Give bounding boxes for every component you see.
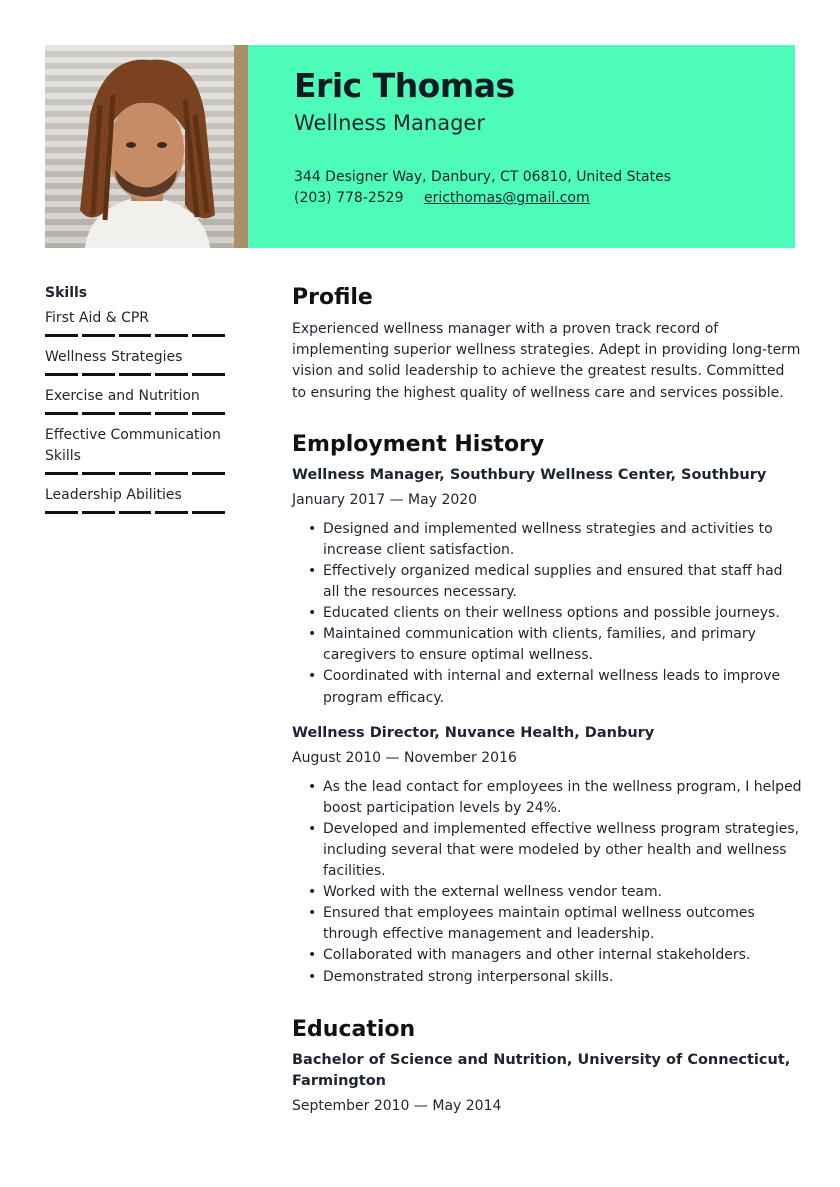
- list-item: • Designed and implemented wellness strategies and activities to increase client satisfaction.: [292, 519, 802, 561]
- profile-photo: [45, 45, 248, 248]
- skill-item: [45, 425, 225, 475]
- skill-name: Wellness Strategies: [45, 349, 183, 365]
- list-item: • Educated clients on their wellness options and possible journeys.: [292, 603, 802, 624]
- skill-level-bar: [45, 373, 225, 376]
- portrait-illustration: [45, 45, 248, 248]
- job-entry: [292, 723, 802, 988]
- sidebar: [45, 284, 225, 524]
- candidate-name: Eric Thomas: [294, 66, 515, 105]
- list-item: • Demonstrated strong interpersonal skills.: [292, 967, 802, 988]
- profile-summary: Experienced wellness manager with a proven track record of implementing superior wellness strategies. Adept in providing long-term vision and solid leadership to achieve the greatest results. Committed to ensuring the highest quality of wellness care and services possible.: [292, 321, 801, 401]
- employment-heading: Employment History: [292, 431, 545, 457]
- skill-name: Leadership Abilities: [45, 487, 182, 503]
- skill-level-bar: [45, 412, 225, 415]
- job-dates: January 2017 — May 2020: [292, 491, 478, 508]
- header-band: [248, 45, 795, 248]
- skill-level-bar: [45, 472, 225, 475]
- list-item: • Maintained communication with clients, families, and primary caregivers to ensure optimal wellness.: [292, 624, 802, 666]
- email-link[interactable]: ericthomas@gmail.com: [423, 190, 590, 206]
- resume-header: [45, 45, 795, 248]
- list-item: • Collaborated with managers and other internal stakeholders.: [292, 945, 802, 966]
- job-bullets: [292, 777, 802, 988]
- main-content: [292, 284, 802, 1117]
- profile-heading: Profile: [292, 285, 373, 310]
- phone: (203) 778-2529: [294, 190, 404, 206]
- skill-level-bar: [45, 511, 225, 514]
- skill-name: Effective Communication Skills: [45, 427, 221, 464]
- list-item: • As the lead contact for employees in the wellness program, I helped boost participation levels by 24%.: [292, 777, 802, 819]
- job-dates: August 2010 — November 2016: [292, 749, 517, 766]
- list-item: • Ensured that employees maintain optimal wellness outcomes through effective management and leadership.: [292, 903, 802, 945]
- skill-item: [45, 386, 225, 415]
- skill-level-bar: [45, 334, 225, 337]
- skill-item: [45, 485, 225, 514]
- employment-section: [292, 431, 802, 988]
- list-item: • Coordinated with internal and external wellness leads to improve program efficacy.: [292, 666, 802, 708]
- list-item: • Worked with the external wellness vendor team.: [292, 882, 802, 903]
- job-title: Wellness Director, Nuvance Health, Danbury: [292, 724, 655, 741]
- skill-item: [45, 347, 225, 376]
- education-degree: Bachelor of Science and Nutrition, University of Connecticut, Farmington: [292, 1051, 791, 1089]
- list-item: • Effectively organized medical supplies and ensured that staff had all the resources necessary.: [292, 561, 802, 603]
- profile-section: [292, 284, 802, 404]
- education-section: [292, 1016, 802, 1117]
- contact-row: [294, 188, 795, 209]
- skills-heading: Skills: [45, 285, 88, 301]
- education-dates: September 2010 — May 2014: [292, 1097, 502, 1114]
- skill-item: [45, 308, 225, 337]
- job-entry: [292, 465, 802, 709]
- education-heading: Education: [292, 1016, 416, 1042]
- list-item: • Developed and implemented effective wellness program strategies, including several that were modeled by other health and wellness facilities.: [292, 819, 802, 882]
- address: 344 Designer Way, Danbury, CT 06810, United States: [294, 169, 671, 185]
- candidate-title: Wellness Manager: [294, 111, 485, 135]
- job-bullets: [292, 519, 802, 709]
- skill-name: First Aid & CPR: [45, 310, 150, 326]
- job-title: Wellness Manager, Southbury Wellness Center, Southbury: [292, 466, 767, 483]
- skill-name: Exercise and Nutrition: [45, 388, 200, 404]
